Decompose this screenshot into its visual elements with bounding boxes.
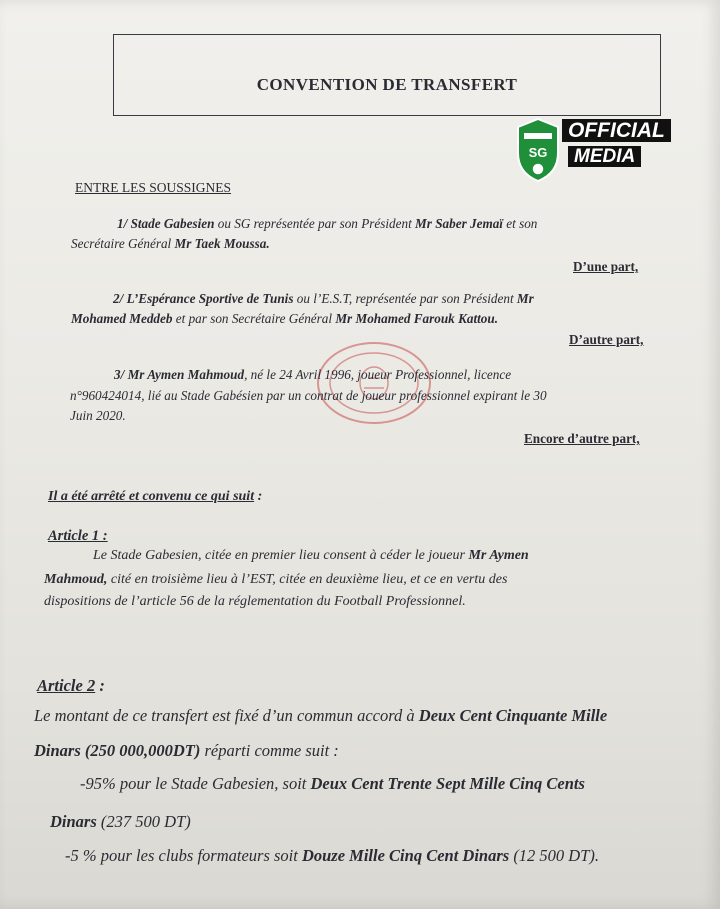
article1-text-2: cité en troisième lieu à l’EST, citée en deuxième lieu, et ce en vertu des [107, 572, 508, 587]
party1-num: 1/ [117, 216, 131, 231]
article2-text: Le montant de ce transfert est fixé d’un commun accord à [34, 706, 419, 725]
article2-amount-a: Deux Cent Cinquante Mille [418, 706, 608, 725]
party3-closing: Encore d’autre part, [524, 431, 640, 446]
agreed-heading [48, 489, 262, 505]
party3-line1 [114, 367, 511, 383]
red-stamp-icon [312, 338, 436, 428]
between-heading: ENTRE LES SOUSSIGNES [75, 180, 232, 195]
article1-player-b: Mahmoud, [44, 572, 108, 587]
party3-num: 3/ [114, 367, 128, 382]
party2-num: 2/ [113, 291, 127, 306]
document-title: CONVENTION DE TRANSFERT [256, 75, 518, 94]
article2-line1 [34, 706, 607, 726]
article2-share2-line [65, 846, 599, 866]
party2-text: ou l’E.S.T, représentée par son Président [293, 291, 517, 306]
party1-text-end: et son [502, 216, 538, 231]
svg-text:SG: SG [528, 145, 548, 160]
party1-closing: D’une part, [573, 259, 639, 274]
article1-line1 [93, 548, 529, 564]
party3-player: Mr Aymen Mahmoud [127, 367, 245, 382]
share2-words: Douze Mille Cinq Cent Dinars [301, 846, 510, 865]
article2-share1-line2 [50, 812, 191, 832]
share1-pct: -95% pour le Stade Gabesien, soit [80, 774, 311, 793]
share2-num: (12 500 DT). [509, 846, 600, 865]
party2-president-a: Mr [516, 291, 534, 306]
party2-text-2: et par son Secrétaire Général [172, 311, 336, 326]
article2-line2 [34, 741, 339, 761]
party1-line1 [117, 216, 537, 232]
article1-text: Le Stade Gabesien, citée en premier lieu consent à céder le joueur [93, 548, 469, 563]
party3-text: , né le 24 Avril 1996, joueur Professionnel, licence [244, 367, 512, 382]
article2-amount-b: Dinars (250 000,000DT) [34, 741, 201, 760]
party1-secretary: Mr Taek Moussa. [174, 236, 270, 251]
article2-label: Article 2 [37, 676, 96, 695]
party2-secretary: Mr Mohamed Farouk Kattou. [335, 311, 499, 326]
article2-heading [37, 676, 105, 696]
title-box [113, 34, 661, 116]
party3-line3: Juin 2020. [70, 408, 126, 423]
article2-colon: : [95, 676, 105, 695]
club-shield-icon [514, 117, 562, 183]
party2-president-b: Mohamed Meddeb [71, 311, 173, 326]
agreed-colon: : [254, 489, 263, 504]
party3-line2: n°960424014, lié au Stade Gabésien par un contrat de joueur professionnel expirant le 30 [70, 388, 547, 403]
party1-name: Stade Gabesien [130, 216, 215, 231]
article2-text-2: réparti comme suit : [200, 741, 339, 760]
share2-pct: -5 % pour les clubs formateurs soit [65, 846, 302, 865]
article1-line3: dispositions de l’article 56 de la réglementation du Football Professionnel. [44, 594, 466, 609]
party2-closing: D’autre part, [569, 332, 644, 347]
party1-line2 [71, 236, 270, 252]
share1-words-a: Deux Cent Trente Sept Mille Cinq Cents [310, 774, 585, 793]
article2-share1-line1 [80, 774, 585, 794]
article1-player-a: Mr Aymen [468, 548, 529, 563]
share1-num: (237 500 DT) [96, 812, 191, 831]
party1-president: Mr Saber Jemaï [415, 216, 503, 231]
party2-line2 [71, 311, 498, 327]
party1-text: ou SG représentée par son Président [214, 216, 416, 231]
badge-line-media: MEDIA [568, 146, 641, 167]
badge-line-official: OFFICIAL [562, 119, 671, 142]
party1-secretary-label: Secrétaire Général [71, 236, 175, 251]
share1-words-b: Dinars [50, 812, 97, 831]
party2-line1 [113, 291, 534, 307]
party2-name: L’Espérance Sportive de Tunis [126, 291, 294, 306]
agreed-text: Il a été arrêté et convenu ce qui suit [48, 489, 255, 504]
official-media-badge [510, 115, 665, 185]
article1-line2 [44, 572, 507, 588]
article1-label: Article 1 : [48, 528, 108, 544]
